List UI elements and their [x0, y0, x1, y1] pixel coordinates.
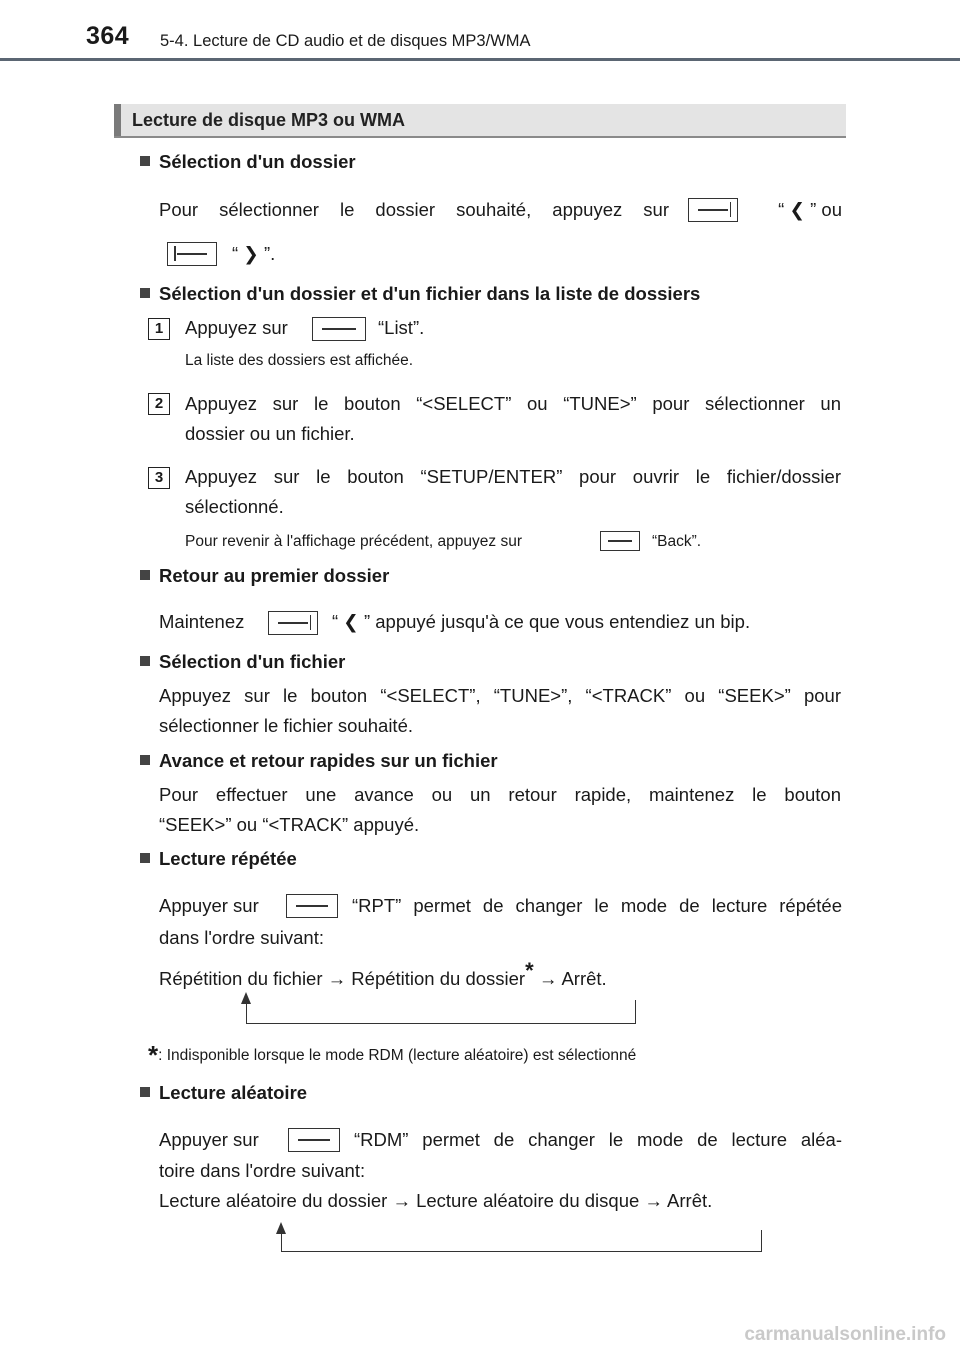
folder-select-quote-2: “ ❯ ”. — [232, 243, 276, 264]
random-prefix: Appuyer sur — [159, 1129, 259, 1150]
step-3-text: Appuyez sur le bouton “SETUP/ENTER” pour ouvrir le fichier/dossier sélectionné. — [185, 466, 841, 517]
folder-select-line1: Pour sélectionner le dossier souhaité, appuyez sur — [159, 199, 669, 220]
section-title: Lecture de disque MP3 ou WMA — [132, 110, 406, 130]
repeat-line2: dans l'ordre suivant: — [159, 927, 324, 948]
square-bullet-icon — [140, 1087, 150, 1097]
first-folder-prefix: Maintenez — [159, 611, 245, 632]
tune-knob-icon-2 — [167, 242, 217, 266]
folder-select-quote: “ ❮ ” ou — [778, 199, 842, 220]
rpt-button-icon — [286, 894, 338, 918]
heading-list-select: Sélection d'un dossier et d'un fichier dans la liste de dossiers — [140, 283, 700, 305]
square-bullet-icon — [140, 288, 150, 298]
random-line2: toire dans l'ordre suivant: — [159, 1160, 366, 1181]
heading-first-folder: Retour au premier dossier — [140, 565, 389, 587]
heading-fast: Avance et retour rapides sur un fichier — [140, 750, 498, 772]
repeat-loop-line — [246, 1000, 636, 1024]
step-3-note-suffix: “Back”. — [652, 533, 702, 550]
step-1-prefix: Appuyez sur — [185, 317, 288, 338]
square-bullet-icon — [140, 755, 150, 765]
header-rule — [0, 58, 960, 61]
step-3-note-prefix: Pour revenir à l'affichage précédent, appuyez sur — [185, 533, 522, 550]
back-button-icon — [600, 531, 640, 551]
footnote: *: Indisponible lorsque le mode RDM (lecture aléatoire) est sélectionné — [148, 1040, 637, 1070]
random-suffix: “RDM” permet de changer le mode de lecture aléa- — [354, 1129, 842, 1150]
repeat-sequence: Répétition du fichier → Répétition du dossier* → Arrêt. — [159, 958, 607, 990]
file-select-text: Appuyez sur le bouton “<SELECT”, “TUNE>”, “<TRACK” ou “SEEK>” pour sélectionner le fichier souhaité. — [159, 685, 841, 736]
rdm-button-icon — [288, 1128, 340, 1152]
heading-random: Lecture aléatoire — [140, 1082, 307, 1104]
watermark: carmanualsonline.info — [744, 1324, 946, 1345]
heading-file-select: Sélection d'un fichier — [140, 651, 345, 673]
random-loop-line — [281, 1230, 762, 1252]
repeat-prefix: Appuyer sur — [159, 895, 259, 916]
step-3-box: 3 — [148, 467, 170, 489]
first-folder-suffix: “ ❮ ” appuyé jusqu'à ce que vous entendiez un bip. — [332, 611, 751, 632]
tune-knob-icon-3 — [268, 611, 318, 635]
fast-text: Pour effectuer une avance ou un retour rapide, maintenez le bouton “SEEK>” ou “<TRACK” appuyé. — [159, 784, 841, 835]
square-bullet-icon — [140, 853, 150, 863]
square-bullet-icon — [140, 570, 150, 580]
step-1-suffix: “List”. — [378, 317, 425, 338]
square-bullet-icon — [140, 156, 150, 166]
loop-arrow-icon — [241, 992, 251, 1004]
list-button-icon — [312, 317, 366, 341]
tune-knob-icon — [688, 198, 738, 222]
step-1-note: La liste des dossiers est affichée. — [185, 352, 414, 369]
section-title-band — [114, 104, 846, 138]
step-2-box: 2 — [148, 393, 170, 415]
section-band-bar — [114, 104, 121, 136]
random-sequence: Lecture aléatoire du dossier → Lecture aléatoire du disque → Arrêt. — [159, 1190, 713, 1211]
heading-repeat: Lecture répétée — [140, 848, 297, 870]
loop-arrow-icon — [276, 1222, 286, 1234]
step-1-box: 1 — [148, 318, 170, 340]
square-bullet-icon — [140, 656, 150, 666]
heading-folder-select: Sélection d'un dossier — [140, 151, 356, 173]
step-2-text: Appuyez sur le bouton “<SELECT” ou “TUNE>” pour sélectionner un dossier ou un fichier. — [185, 393, 841, 444]
repeat-suffix: “RPT” permet de changer le mode de lecture répétée — [352, 895, 842, 916]
page-number: 364 — [86, 22, 130, 50]
running-head: 5-4. Lecture de CD audio et de disques MP3/WMA — [160, 32, 531, 50]
